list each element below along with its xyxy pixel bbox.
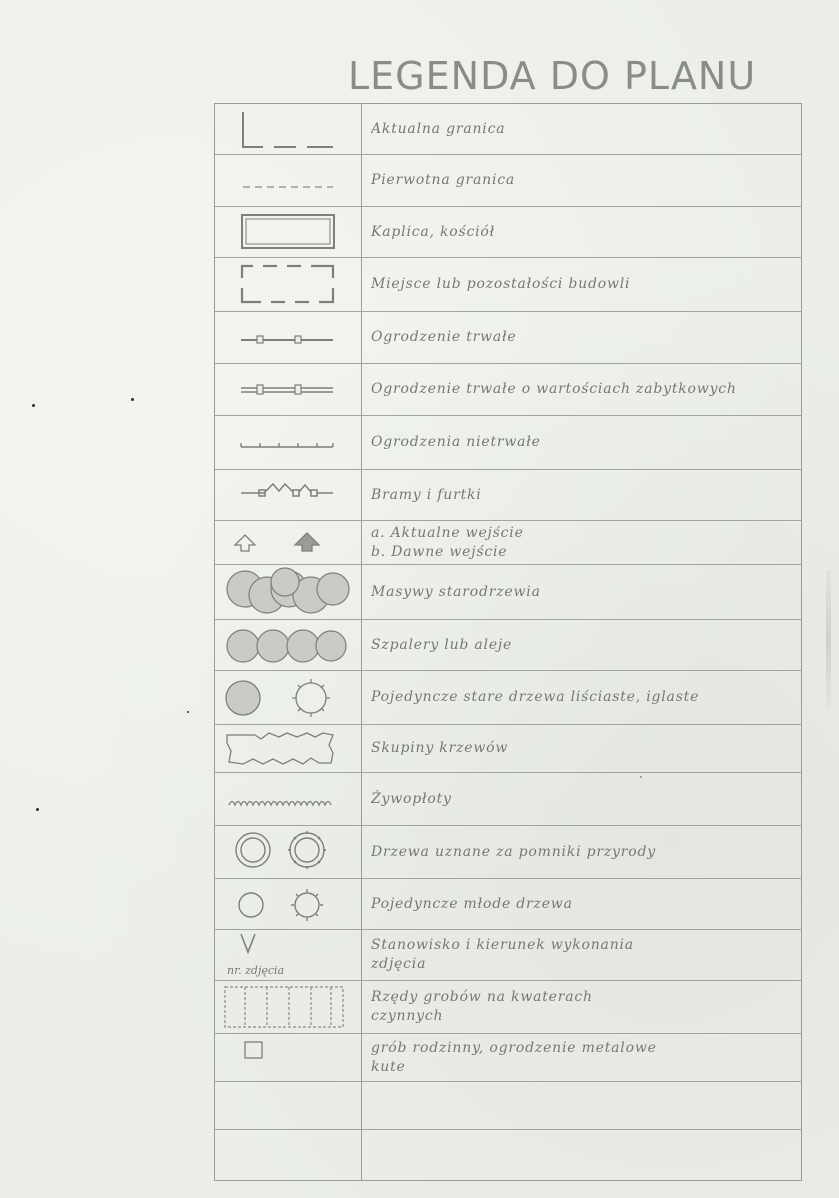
shrub-groups-icon	[215, 725, 362, 772]
legend-row	[215, 258, 801, 312]
legend-text: kute	[371, 1058, 406, 1075]
legend-row	[215, 981, 801, 1034]
legend-text: grób rodzinny, ogrodzenie metalowe	[371, 1039, 657, 1056]
boundary-original-icon	[215, 155, 362, 206]
boundary-current-icon	[215, 104, 362, 154]
legend-row	[215, 671, 801, 725]
natural-monument-trees-icon	[215, 826, 362, 878]
fence-temporary-icon	[215, 416, 362, 469]
legend-text: Pierwotna granica	[371, 172, 516, 188]
legend-text: Pojedyncze młode drzewa	[371, 895, 573, 912]
legend-row	[215, 773, 801, 826]
empty-symbol-cell	[215, 1082, 362, 1129]
photo-number-label: nr. zdjęcia	[227, 964, 285, 977]
legend-text: Bramy i furtki	[371, 486, 482, 503]
legend-row	[215, 104, 801, 155]
fence-permanent-icon	[215, 312, 362, 363]
legend-row-empty	[215, 1082, 801, 1130]
legend-row	[215, 207, 801, 258]
legend-text: Masywy starodrzewia	[371, 583, 541, 600]
legend-text: Aktualna granica	[371, 120, 506, 137]
empty-text-cell	[371, 1082, 799, 1129]
photo-viewpoint-icon	[215, 930, 362, 980]
legend-row	[215, 155, 801, 207]
hedges-icon	[215, 773, 362, 825]
legend-text: Rzędy grobów na kwaterach	[371, 989, 593, 1005]
legend-row	[215, 879, 801, 930]
page-title: LEGENDA DO PLANU	[348, 54, 757, 98]
legend-row	[215, 1034, 801, 1082]
entrance-arrows-icon	[215, 521, 362, 564]
legend-text: Miejsce lub pozostałości budowli	[371, 276, 631, 292]
legend-text: Żywopłoty	[371, 790, 452, 807]
fence-historic-icon	[215, 364, 362, 415]
paper-speck	[32, 404, 35, 407]
empty-symbol-cell	[215, 1130, 362, 1180]
paper-edge-shadow	[826, 570, 831, 710]
legend-row	[215, 826, 801, 879]
single-old-trees-icon	[215, 671, 362, 724]
legend-text: czynnych	[371, 1008, 444, 1024]
legend-row	[215, 416, 801, 470]
legend-text: Ogrodzenie trwałe	[371, 329, 517, 345]
legend-row	[215, 364, 801, 416]
legend-row	[215, 930, 801, 981]
legend-text: Kaplica, kościół	[371, 223, 495, 240]
legend-text: Ogrodzenia nietrwałe	[371, 434, 541, 450]
legend-row	[215, 725, 801, 773]
legend-row-empty	[215, 1130, 801, 1180]
paper-speck	[131, 398, 134, 401]
legend-text: zdjęcia	[371, 956, 427, 972]
family-grave-icon	[215, 1034, 362, 1081]
legend-row	[215, 620, 801, 671]
legend-row	[215, 470, 801, 521]
grave-rows-icon	[215, 981, 362, 1033]
empty-text-cell	[371, 1130, 799, 1180]
legend-table	[214, 103, 802, 1181]
paper-speck	[36, 808, 39, 811]
legend-text: a. Aktualne wejście	[371, 524, 524, 541]
paper-speck	[640, 776, 642, 778]
legend-text: Stanowisko i kierunek wykonania	[371, 937, 634, 953]
young-trees-icon	[215, 879, 362, 929]
legend-text: Szpalery lub aleje	[371, 636, 513, 653]
paper-speck	[187, 711, 189, 713]
legend-row	[215, 312, 801, 364]
legend-row	[215, 521, 801, 565]
legend-text: Ogrodzenie trwałe o wartościach zabytkowych	[371, 381, 737, 397]
chapel-icon	[215, 207, 362, 257]
legend-row	[215, 565, 801, 620]
legend-text: Skupiny krzewów	[371, 740, 509, 756]
legend-text: Drzewa uznane za pomniki przyrody	[371, 843, 656, 860]
tree-rows-icon	[215, 620, 362, 670]
building-remains-icon	[215, 258, 362, 311]
legend-text: b. Dawne wejście	[371, 543, 508, 560]
old-tree-masses-icon	[215, 565, 362, 619]
gates-icon	[215, 470, 362, 520]
legend-text: Pojedyncze stare drzewa liściaste, iglaste	[371, 689, 700, 705]
